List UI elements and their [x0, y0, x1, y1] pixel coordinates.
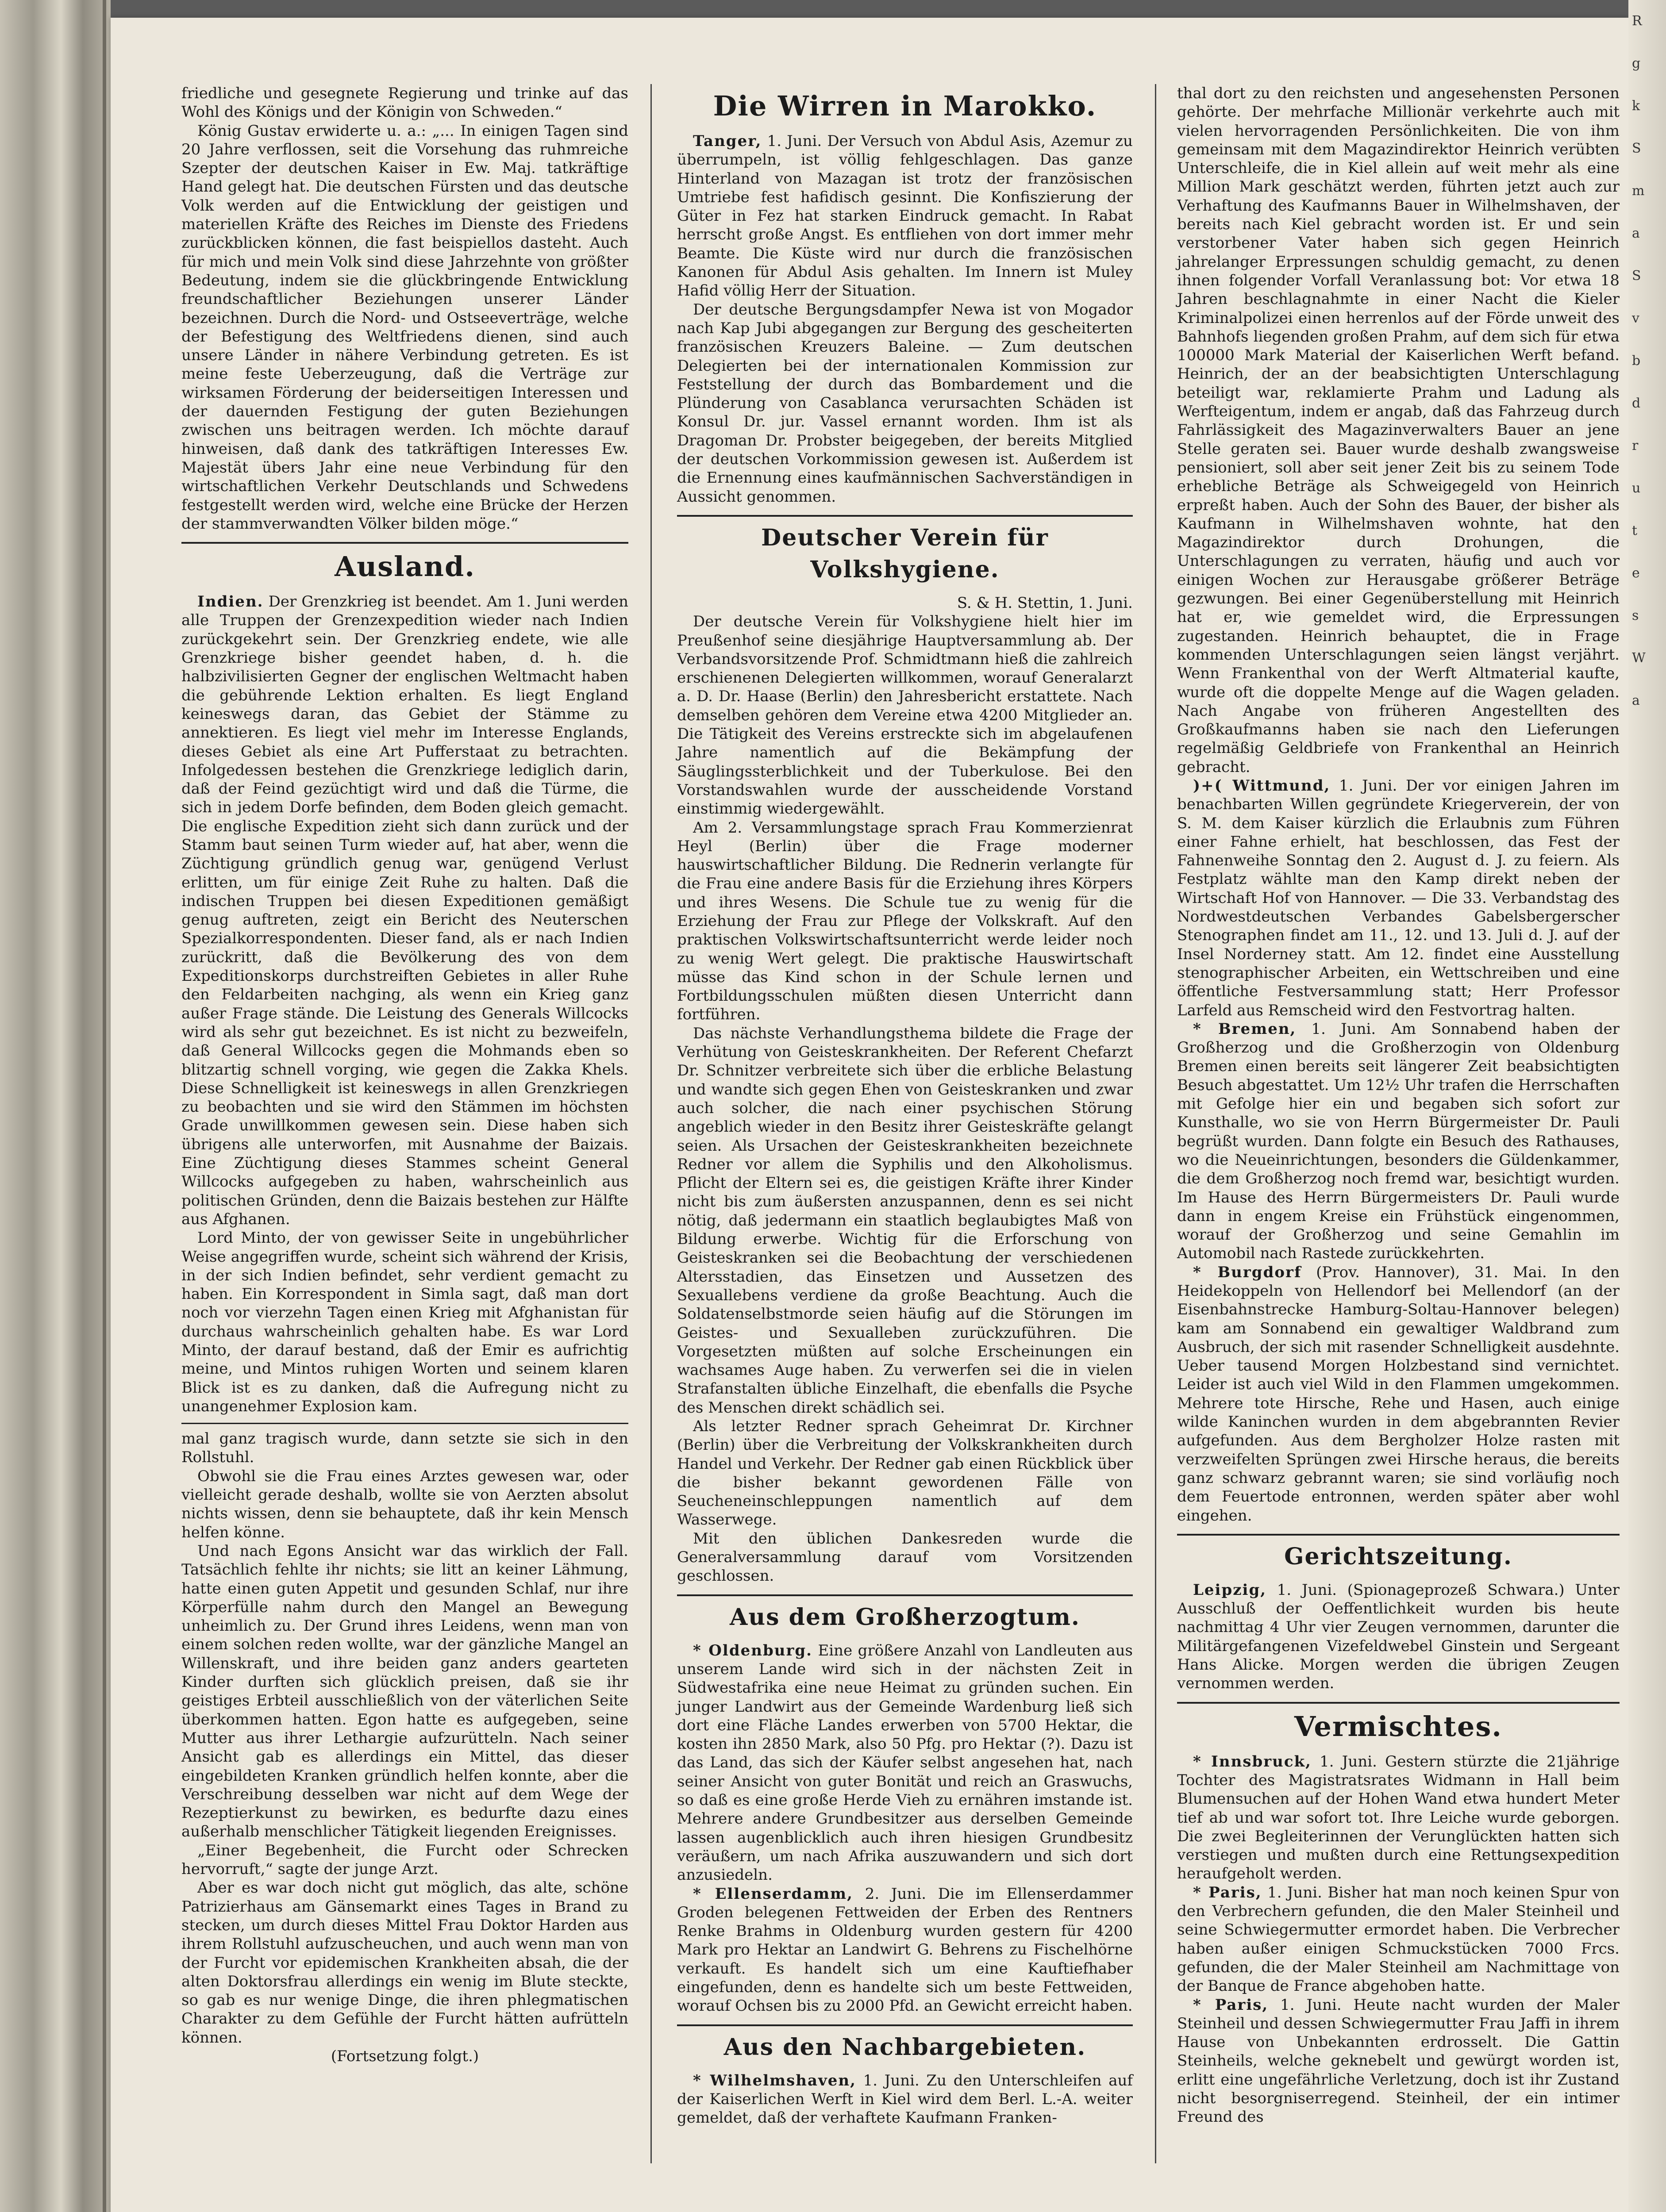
next-page-edge	[1628, 0, 1666, 2212]
dateline-place: * Burgdorf	[1193, 1263, 1302, 1281]
news-body: Eine größere Anzahl von Landleuten aus unserem Lande wird sich in der nächsten Zeit in Südwestafrika eine neue Heimat zu gründen suchen. Ein junger Landwirt aus der Gemeinde Wardenburg ließ sich dort eine Fläche Landes erwerben von 5700 Hektar, die kosten ihn 2850 Mark, also 50 Pfg. pro Hektar (?). Dazu ist das Land, das sich der Käufer selbst angesehen hat, nach seiner Ansicht von guter Bonität und reich an Graswuchs, so daß es eine große Herde Vieh zu ernähren imstande ist. Mehrere andere Grundbesitzer aus derselben Gemeinde lassen augenblicklich auch ihren hiesigen Grundbesitz veräußern, um nach Afrika auszuwandern und sich dort anzusiedeln.	[677, 1641, 1133, 1884]
news-body: 1. Juni. (Spionageprozeß Schwara.) Unter Ausschluß der Oeffentlichkeit wurden bis heute nachmittag 4 Uhr vier Zeugen vernommen, darunter die Militärgefangenen Vizefeldwebel Ginstein und Sergeant Hans Alicke. Morgen werden die übrigen Zeugen vernommen werden.	[1177, 1581, 1620, 1693]
news-body: 1. Juni. Am Sonnabend haben der Großherzog und die Großherzogin von Oldenburg Bremen einen bereits seit längerer Zeit beabsichtigten Besuch abgestattet. Um 12½ Uhr trafen die Herrschaften mit Gefolge hier ein und begaben sich sofort zur Kunsthalle, wo sie von Herrn Bürgermeister Dr. Pauli begrüßt wurden. Dann folgte ein Besuch des Rathauses, wo die Neueinrichtungen, besonders die Güldenkammer, die dem Großherzog noch fremd war, besichtigt wurden. Im Hause des Herrn Bürgermeisters Dr. Pauli wurde dann in engem Kreise ein Frühstück eingenommen, worauf der Großherzog und seine Gemahlin im Automobil nach Rastede zurückkehrten.	[1177, 1020, 1620, 1263]
article-text: Das nächste Verhandlungsthema bildete die Frage der Verhütung von Geisteskrankheiten. Der Referent Chefarzt Dr. Schnitzer verbreitete sich über die erbliche Belastung und wandte sich gegen Ehen von Geisteskranken und zwar auch solcher, die nach einer psychischen Störung angeblich wieder in den Besitz ihrer Geisteskräfte gelangt seien. Als Ursachen der Geisteskrankheiten bezeichnete Redner vor allem die Syphilis und den Alkoholismus. Pflicht der Eltern sei es, die geistigen Kräfte ihrer Kinder nicht bis zum äußersten anzuspannen, denn es sei nicht nötig, daß jedermann ein staatlich beglaubigtes Maß von Bildung erwerbe. Wichtig für die Erforschung von Geisteskranken sei die Beobachtung der verschiedenen Altersstadien, das Einsetzen und Aussetzen des Sexuallebens verdiene da große Beachtung. Auch die Soldatenselbstmorde seien häufig auf die Störungen im Geistes- und Sexualleben zurückzuführen. Die Vorgesetzten müßten auf solche Erscheinungen ein wachsames Auge haben. Zu verwerfen sei die in vielen Strafanstalten übliche Einzelhaft, die ebenfalls die Psyche des Menschen direkt schädlich sei.	[677, 1024, 1133, 1417]
news-body: 1. Juni. Der Versuch von Abdul Asis, Azemur zu überrumpeln, ist völlig fehlgeschlagen. Das ganze Hinterland von Mazagan ist trotz der französischen Umtriebe fest hafidisch gesinnt. Die Konfiszierung der Güter in Fez hat starken Eindruck gemacht. In Rabat herrscht große Angst. Es entfliehen von dort immer mehr Beamte. Die Küste wird nur durch die französischen Kanonen für Abdul Asis gehalten. Im Innern ist Muley Hafid völlig Herr der Situation.	[677, 132, 1133, 300]
continuation-note: (Fortsetzung folgt.)	[331, 2047, 479, 2065]
news-body: 1. Juni. Heute nacht wurden der Maler Steinheil und dessen Schwiegermutter Frau Jaffi in ihrem Hause von Unbekannten erdrosselt. Die Gattin Steinheils, welche geknebelt und gewürgt worden ist, erlitt eine ungefährliche Verletzung, doch ist ihr Zustand nicht besorgniserregend. Steinheil, der ein intimer Freund des	[1177, 1996, 1620, 2126]
news-item-minto: Lord Minto, der von gewisser Seite in ungebührlicher Weise angegriffen wurde, scheint sich während der Krisis, in der sich Indien befindet, sehr verdient gemacht zu haben. Ein Korrespondent in Simla sagt, daß man dort noch vor vierzehn Tagen einen Krieg mit Afghanistan für durchaus wahrscheinlich gehalten habe. Es war Lord Minto, der darauf bestand, daß der Emir es aufrichtig meine, und Mintos ruhigen Worten und seinem klaren Blick ist es zu danken, daß die Aufregung nicht zu unangenehmer Explosion kam.	[181, 1229, 628, 1415]
book-binding-edge	[0, 0, 111, 2212]
news-item-wilhelmshaven	[677, 2071, 1133, 2128]
dateline-place: * Wilhelmshaven,	[693, 2071, 856, 2089]
section-divider	[181, 542, 628, 544]
news-item-innsbruck	[1177, 1752, 1620, 1883]
column-rule	[1155, 84, 1156, 2163]
edge-letter: r	[1632, 438, 1639, 453]
article-text: thal dort zu den reichsten und angesehensten Personen gehörte. Der mehrfache Millionär verkehrte auch mit vielen hervorragenden Persönlichkeiten. Die von ihm gemeinsam mit dem Magazindirektor Heinrich verübten Unterschleife, die in Kiel allein auf weit mehr als eine Million Mark geschätzt werden, führten jetzt auch zur Verhaftung des Kaufmanns Bauer in Wilhelmshaven, der bereits nach Kiel gebracht worden ist. Er und sein verstorbener Vater haben sich gegen Heinrich jahrelanger Erpressungen schuldig gemacht, zu denen ihnen folgender Vorfall Veranlassung bot: Vor etwa 18 Jahren beschlagnahmte in einer Nacht die Kieler Kriminalpolizei einen herrenlos auf der Förde unweit des Bahnhofs liegenden großen Prahm, auf dem sich für etwa 100000 Mark Material der Kaiserlichen Werft befand. Heinrich, der an der beabsichtigten Unterschlagung beteiligt war, reklamierte Prahm und Ladung als Werfteigentum, indem er angab, daß das Fahrzeug durch Fahrlässigkeit des Magazinverwalters Bauer an jene Stelle geraten sei. Bauer wurde deshalb zwangsweise pensioniert, soll aber seit jener Zeit bis zu seinem Tode erhebliche Beträge als Schweigegeld von Heinrich erpreßt haben. Auch der Sohn des Bauer, der bisher als Kaufmann in Wilhelmshaven wohnte, hat den Magazindirektor durch Drohungen, die Unterschlagungen zu verraten, häufig und auch vor einigen Wochen zur Herausgabe größerer Beträge gezwungen. Bei einer Gegenüberstellung mit Heinrich hat er, wie gemeldet wird, die Erpressungen zugestanden. Heinrich behauptet, die in Frage kommenden Unterschlagungen seien längst verjährt. Wenn Frankenthal von der Werft Altmaterial kaufte, wurde oft die doppelte Menge auf die Wagen geladen. Nach Angabe von früheren Angestellten des Großkaufmanns haben sie nach den Lieferungen regelmäßig Geldbriefe von Frankenthal an Heinrich gebracht.	[1177, 84, 1620, 776]
story-text: „Einer Begebenheit, die Furcht oder Schrecken hervorruft,“ sagte der junge Arzt.	[181, 1841, 628, 1878]
news-body: 1. Juni. Der vor einigen Jahren im benachbarten Willen gegründete Kriegerverein, der von S. M. dem Kaiser kürzlich die Erlaubnis zum Führen einer Fahne erhielt, hat beschlossen, das Fest der Fahnenweihe Sonntag den 2. August d. J. zu feiern. Als Festplatz wählte man den Kamp direkt neben der Wirtschaft Hof von Hannover. — Die 33. Verbandstag des Nordwestdeutschen Verbandes Gabelsbergerscher Stenographen findet am 11., 12. und 13. Juli d. J. auf der Insel Norderney statt. Am 12. findet eine Ausstellung stenographischer Arbeiten, ein Wettschreiben und eine öffentliche Festversammlung statt; Herr Professor Larfeld aus Remscheid wird den Festvortrag halten.	[1177, 776, 1620, 1019]
news-item-oldenburg	[677, 1641, 1133, 1885]
section-divider	[677, 515, 1133, 517]
edge-letter: b	[1632, 353, 1641, 369]
news-body: 1. Juni. Gestern stürzte die 21jährige Tochter des Magistratsrates Widmann in Hall beim Blumensuchen auf der Hohen Wand etwa hundert Meter tief ab und war sofort tot. Ihre Leiche wurde geborgen. Die zwei Begleiterinnen der Verunglückten hatten sich verstiegen und mußten durch eine Rettungsexpedition heraufgeholt werden.	[1177, 1752, 1620, 1883]
edge-letter: g	[1632, 56, 1641, 71]
section-divider	[677, 2024, 1133, 2026]
news-item-paris-2	[1177, 1996, 1620, 2127]
edge-letter: S	[1632, 141, 1641, 156]
section-divider	[1177, 1534, 1620, 1536]
news-body: (Prov. Hannover), 31. Mai. In den Heidekoppeln von Hellendorf bei Mellendorf (an der Eisenbahnstrecke Hamburg-Soltau-Hannover belegen) kam am Sonnabend ein gewaltiger Waldbrand zum Ausbruch, der sich mit rasender Schnelligkeit ausdehnte. Ueber tausend Morgen Holzbestand sind vernichtet. Leider ist auch viel Wild in den Flammen umgekommen. Mehrere tote Hirsche, Rehe und Hasen, auch einige wilde Kaninchen wurden in dem abgebrannten Revier aufgefunden. Aus dem Bergholzer Holze rasten mit verzweifelten Sprüngen zwei Hirsche heraus, die bereits ganz schwarz gebrannt waren; sie sind vorläufig noch dem Feuertode entronnen, werden später aber wohl eingehen.	[1177, 1263, 1620, 1525]
dateline-place: * Innsbruck,	[1193, 1752, 1312, 1770]
dateline-place: Tanger,	[693, 132, 762, 150]
news-body: 1. Juni. Zu den Unterschleifen auf der Kaiserlichen Werft in Kiel wird dem Berl. L.-A. weiter gemeldet, daß der verhaftete Kaufmann Franken-	[677, 2071, 1133, 2127]
dateline-place: * Ellenserdamm,	[693, 1885, 853, 1903]
dateline-place: * Oldenburg.	[693, 1641, 812, 1659]
edge-letter: R	[1632, 13, 1642, 29]
article-text: Mit den üblichen Dankesreden wurde die Generalversammlung darauf vom Vorsitzenden geschlossen.	[677, 1529, 1133, 1585]
section-heading-gericht: Gerichtszeitung.	[1284, 1543, 1512, 1570]
dateline-place: * Paris,	[1193, 1883, 1262, 1901]
news-body: 2. Juni. Die im Ellenserdammer Groden belegenen Fettweiden der Erben des Rentners Renke Brahms in Oldenburg wurden gestern für 4200 Mark pro Hektar an Landwirt G. Behrens zu Fischelhörne verkauft. Es handelt sich um eine Kauftiefhaber eingefunden, denn es handelte sich um beste Fettweiden, worauf Ochsen bis zu 2000 Pfd. an Gewicht erreicht haben.	[677, 1885, 1133, 2015]
section-divider	[677, 1594, 1133, 1596]
edge-letter: d	[1632, 396, 1641, 411]
article-text: König Gustav erwiderte u. a.: „... In einigen Tagen sind 20 Jahre verflossen, seit die Vorsehung das ruhmreiche Szepter der deutschen Kaiser in Ew. Maj. tatkräftige Hand gelegt hat. Die deutschen Fürsten und das deutsche Volk werden auf die Entwicklung der geistigen und materiellen Kräfte des Reiches im Dienste des Friedens zurückblicken können, die fast beispiellos dasteht. Auch für mich und mein Volk sind diese Jahrzehnte von größter Bedeutung, indem sie die glückbringende Entwicklung freundschaftlicher Beziehungen unserer Länder bezeichnen. Durch die Nord- und Ostseeverträge, welche der Befestigung des Weltfriedens dienen, sind auch unsere Länder in nähere Verbindung getreten. Es ist meine feste Ueberzeugung, daß die Verträge zur wirksamen Förderung der beiderseitigen Interessen und der dauernden Festigung der guten Beziehungen zwischen uns beitragen werden. Ich möchte darauf hinweisen, daß dank des tatkräftigen Interesses Ew. Majestät übers Jahr eine neue Verbindung für den wirtschaftlichen Verkehr Deutschlands und Schwedens festgestellt werden wird, welche eine Brücke der Herzen der stammverwandten Völker bilden möge.“	[181, 122, 628, 533]
edge-letter: S	[1632, 268, 1641, 284]
story-text: mal ganz tragisch wurde, dann setzte sie sich in den Rollstuhl.	[181, 1430, 628, 1467]
dateline-place: Leipzig,	[1193, 1581, 1267, 1599]
edge-letter: v	[1632, 311, 1639, 326]
edge-letter: u	[1632, 480, 1641, 496]
news-item-ellenserdamm	[677, 1885, 1133, 2016]
story-text: Obwohl sie die Frau eines Arztes gewesen war, oder vielleicht gerade deshalb, wollte sie von Aerzten absolut nichts wissen, denn sie behauptete, daß ihr kein Mensch helfen könne.	[181, 1467, 628, 1541]
story-text: Und nach Egons Ansicht war das wirklich der Fall. Tatsächlich fehlte ihr nichts; sie litt an keiner Lähmung, hatte einen guten Appetit und gesunden Schlaf, nur ihre Körperfülle nahm durch den Mangel an Bewegung unheimlich zu. Der Grund ihres Leidens, wenn man von einem solchen reden wollte, war der gänzliche Mangel an Willenskraft, und ihre beiden ganz anders gearteten Kinder durften sich glücklich preisen, daß sie ihr geistiges Erbteil ausschließlich von der väterlichen Seite überkommen hatten. Egon hatte es aufgegeben, seine Mutter aus ihrer Lethargie aufzurütteln. Nach seiner Ansicht gab es allerdings ein Mittel, das dieser eingebildeten Kranken gründlich helfen konnte, aber die Verschreibung desselben war nicht auf dem Wege der Rezeptierkunst zu bewirken, es bedurfte dazu eines außerhalb menschlicher Tätigkeit liegenden Ereignisses.	[181, 1542, 628, 1841]
section-heading-marokko: Die Wirren in Marokko.	[713, 90, 1097, 122]
section-heading-grossherzogtum: Aus dem Großherzogtum.	[730, 1603, 1080, 1631]
edge-letter: k	[1632, 98, 1640, 114]
edge-letter: m	[1632, 183, 1645, 199]
news-item-leipzig	[1177, 1581, 1620, 1693]
section-heading-hygiene: Deutscher Verein für Volkshygiene.	[761, 524, 1049, 583]
article-text: Der deutsche Verein für Volkshygiene hielt hier im Preußenhof seine diesjährige Hauptversammlung ab. Der Verbandsvorsitzende Prof. Schmidtmann hieß die zahlreich erschienenen Delegierten willkommen, worauf Generalarzt a. D. Dr. Haase (Berlin) den Jahresbericht erstattete. Nach demselben gehören dem Vereine etwa 4200 Mitglieder an. Die Tätigkeit des Vereins erstreckte sich im abgelaufenen Jahre namentlich auf die Bekämpfung der Säuglingssterblichkeit und der Tuberkulose. Bei den Vorstandswahlen wurde der ausscheidende Vorstand einstimmig wiedergewählt.	[677, 613, 1133, 818]
dateline-place: )+( Wittmund,	[1193, 776, 1331, 795]
news-item-burgdorf	[1177, 1263, 1620, 1525]
news-item-bremen	[1177, 1020, 1620, 1263]
newspaper-page	[111, 18, 1628, 2212]
column-2	[677, 84, 1133, 2128]
dateline: S. & H. Stettin, 1. Juni.	[957, 594, 1133, 612]
section-heading-nachbargebiete: Aus den Nachbargebieten.	[723, 2033, 1086, 2061]
news-item-newa: Der deutsche Bergungsdampfer Newa ist von Mogador nach Kap Jubi abgegangen zur Bergung des gescheiterten französischen Kreuzers Baleine. — Zum deutschen Delegierten bei der internationalen Kommission zur Feststellung der durch das Bombardement und die Plünderung von Casablanca verursachten Schäden ist Konsul Dr. jur. Vassel ernannt worden. Ihm ist als Dragoman Dr. Probster beigegeben, der bereits Mitglied der deutschen Vorkommission gewesen ist. Außerdem ist die Ernennung eines kaufmännischen Sachverständigen in Aussicht genommen.	[677, 300, 1133, 506]
dateline-place: Indien.	[197, 593, 264, 611]
edge-letter: e	[1632, 565, 1640, 581]
edge-letter: t	[1632, 523, 1638, 538]
article-text: Am 2. Versammlungstage sprach Frau Kommerzienrat Heyl (Berlin) über die Frage moderner hauswirtschaftlicher Bildung. Die Rednerin verlangte für die Frau eine andere Basis für die Erziehung ihres Körpers und ihres Wesens. Die Schule tue zu wenig für die Erziehung der Frau zur Pflege der Volkskraft. Auf den praktischen Volkswirtschaftsunterricht werde leider noch zu wenig Wert gelegt. Die praktische Hauswirtschaft müsse das Kind schon in der Schule lernen und Fortbildungsschulen müßten diesen Unterricht dann fortführen.	[677, 818, 1133, 1024]
section-divider	[1177, 1702, 1620, 1704]
column-3	[1177, 84, 1620, 2127]
section-heading-vermischtes: Vermischtes.	[1294, 1710, 1502, 1743]
edge-letter: W	[1632, 650, 1646, 666]
column-rule	[650, 84, 652, 2163]
edge-letter: a	[1632, 226, 1640, 241]
dateline-place: * Paris,	[1193, 1996, 1269, 2014]
news-body: Der Grenzkrieg ist beendet. Am 1. Juni werden alle Truppen der Grenzexpedition wieder nach Indien zurückgekehrt sein. Der Grenzkrieg endete, wie alle Grenzkriege bisher geendet haben, d. h. die halbzivilisierten Gegner der englischen Weltmacht haben die gebührende Lektion erhalten. Es liegt England keineswegs daran, das Gebiet der Stämme zu annektieren. Es liegt viel mehr im Interesse Englands, dieses Gebiet als eine Art Pufferstaat zu betrachten. Infolgedessen bestehen die Grenzkriege lediglich darin, daß der Feind gezüchtigt wird und daß die Türme, die sich in jedem Dorfe befinden, dem Boden gleich gemacht. Die englische Expedition zieht sich dann zurück und der Stamm baut seinen Turm wieder auf, hat aber, wenn die Züchtigung gründlich genug war, genügend Verlust erlitten, um für einige Zeit Ruhe zu halten. Daß die indischen Truppen bei diesen Expeditionen gemäßigt genug auftreten, zeigt ein Bericht des Neuterschen Spezialkorrespondenten. Dieser fand, als er nach Indien zurückritt, daß die Bevölkerung des von dem Expeditionskorps durchstreiften Gebietes in aller Ruhe den Feldarbeiten nachging, als wenn ein Krieg ganz außer Frage stände. Die Leistung des Generals Willcocks wird als sehr gut bezeichnet. Es ist nicht zu bezweifeln, daß General Willcocks gegen die Mohmands eben so blitzartig schnell vorging, wie gegen die Zakka Khels. Diese Schnelligkeit ist keineswegs in allen Grenzkriegen zu beobachten und sie wird den Stämmen im höchsten Grade unwillkommen gewesen sein. Diese haben sich übrigens alle unterworfen, mit Ausnahme der Baizais. Eine Züchtigung dieses Stammes scheint General Willcocks aufgegeben zu haben, wahrscheinlich aus politischen Gründen, denn die Baizais bestehen zur Hälfte aus Afghanen.	[181, 593, 628, 1228]
news-body: 1. Juni. Bisher hat man noch keinen Spur von den Verbrechern gefunden, die den Maler Steinheil und seine Schwiegermutter ermordet haben. Die Verbrecher haben außer einigen Schmuckstücken 7000 Frcs. gefunden, die der Maler Steinheil am Nachmittage von der Banque de France abgehoben hatte.	[1177, 1883, 1620, 1995]
edge-letter: a	[1632, 693, 1640, 708]
story-text: Aber es war doch nicht gut möglich, das alte, schöne Patrizierhaus am Gänsemarkt eines Tages in Brand zu stecken, um durch dieses Mittel Frau Doktor Harden aus ihrem Rollstuhl aufzuscheuchen, und auch wenn man von der Furcht vor epidemischen Krankheiten absah, die der alten Doktorsfrau allerdings ein wenig im Blute steckte, so gab es nur wenige Dinge, die ihren phlegmatischen Charakter zu dem Gefühle der Furcht hätten aufrütteln können.	[181, 1879, 628, 2047]
article-text: Als letzter Redner sprach Geheimrat Dr. Kirchner (Berlin) über die Verbreitung der Volkskrankheiten durch Handel und Verkehr. Der Redner gab einen Rückblick über die bisher bekannt gewordenen Fälle von Seucheneinschleppungen namentlich auf dem Wasserwege.	[677, 1417, 1133, 1529]
edge-letter: s	[1632, 608, 1639, 623]
column-1	[181, 84, 628, 2066]
article-text: friedliche und gesegnete Regierung und trinke auf das Wohl des Königs und der Königin von Schweden.“	[181, 84, 628, 121]
section-heading-ausland: Ausland.	[335, 550, 475, 583]
news-item-indien	[181, 592, 628, 1229]
dateline-place: * Bremen,	[1193, 1020, 1297, 1038]
news-item-tanger	[677, 132, 1133, 300]
news-item-paris-1	[1177, 1883, 1620, 1996]
news-item-wittmund	[1177, 776, 1620, 1020]
feuilleton-divider	[181, 1423, 628, 1424]
